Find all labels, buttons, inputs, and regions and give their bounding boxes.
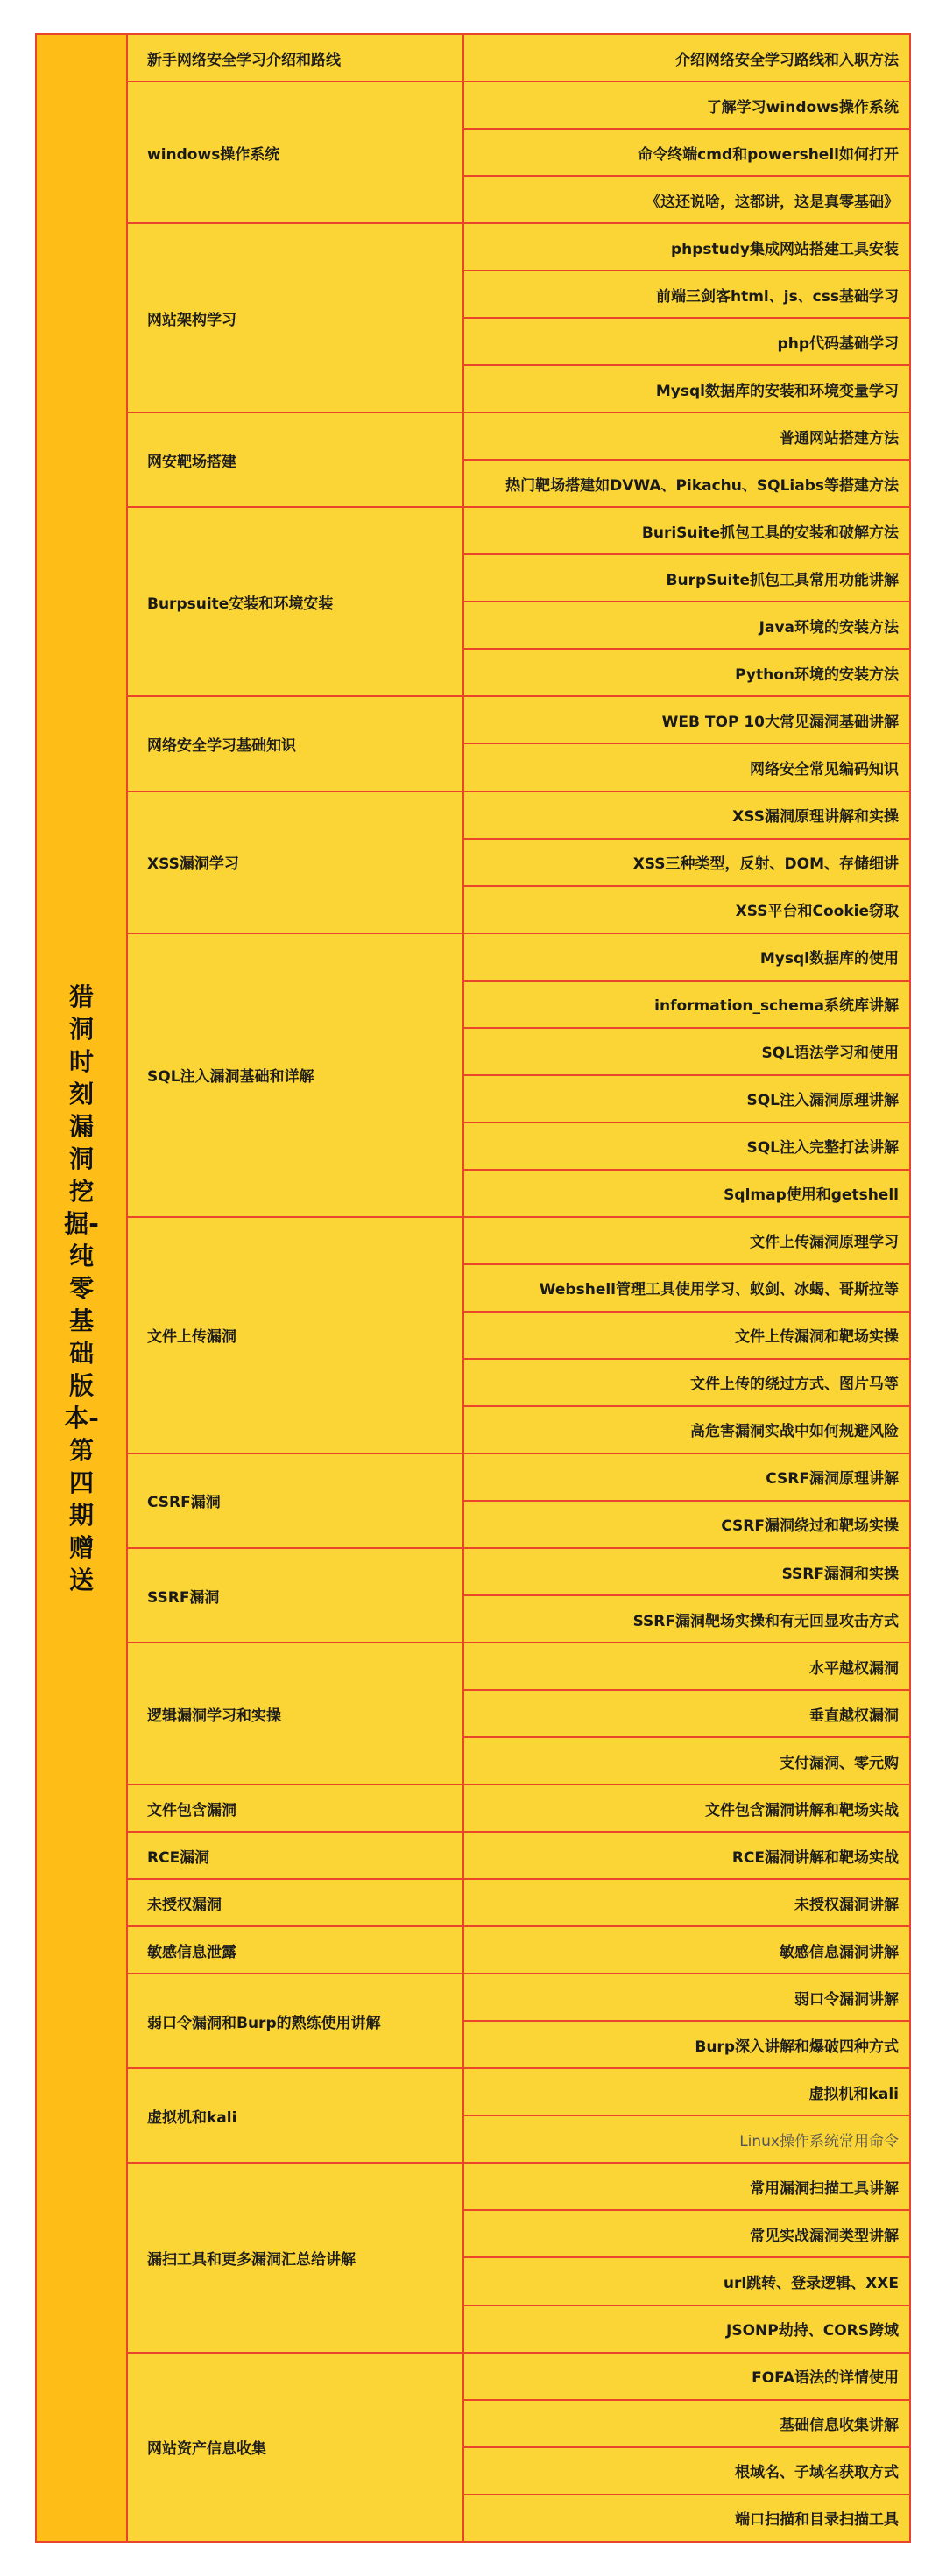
curriculum-table xyxy=(35,33,911,2543)
topic-cell: 常见实战漏洞类型讲解 xyxy=(463,2210,910,2257)
topic-cell: 命令终端cmd和powershell如何打开 xyxy=(463,129,910,176)
table-row xyxy=(36,223,910,271)
topic-cell: 介绍网络安全学习路线和入职方法 xyxy=(463,34,910,81)
topic-cell: 未授权漏洞讲解 xyxy=(463,1879,910,1926)
topic-cell: Webshell管理工具使用学习、蚁剑、冰蝎、哥斯拉等 xyxy=(463,1264,910,1312)
table-row xyxy=(36,1643,910,1690)
topic-cell: 水平越权漏洞 xyxy=(463,1643,910,1690)
topic-cell: XSS漏洞原理讲解和实操 xyxy=(463,792,910,839)
category-cell: SSRF漏洞 xyxy=(127,1548,463,1643)
topic-cell: 基础信息收集讲解 xyxy=(463,2400,910,2447)
table-row xyxy=(36,1974,910,2021)
table-row xyxy=(36,1784,910,1832)
topic-cell: Mysql数据库的安装和环境变量学习 xyxy=(463,365,910,412)
topic-cell: 文件上传漏洞原理学习 xyxy=(463,1217,910,1264)
category-cell: 弱口令漏洞和Burp的熟练使用讲解 xyxy=(127,1974,463,2068)
topic-cell: 常用漏洞扫描工具讲解 xyxy=(463,2163,910,2210)
topic-cell: php代码基础学习 xyxy=(463,318,910,365)
topic-cell: RCE漏洞讲解和靶场实战 xyxy=(463,1832,910,1879)
topic-cell: BurpSuite抓包工具常用功能讲解 xyxy=(463,554,910,602)
table-row xyxy=(36,1548,910,1595)
table-row xyxy=(36,1832,910,1879)
topic-cell: 虚拟机和kali xyxy=(463,2068,910,2115)
topic-cell: Linux操作系统常用命令 xyxy=(463,2115,910,2163)
category-cell: 网站资产信息收集 xyxy=(127,2353,463,2542)
topic-cell: 文件包含漏洞讲解和靶场实战 xyxy=(463,1784,910,1832)
topic-cell: url跳转、登录逻辑、XXE xyxy=(463,2257,910,2305)
table-row xyxy=(36,34,910,81)
table-row xyxy=(36,2353,910,2400)
category-cell: 网络安全学习基础知识 xyxy=(127,696,463,791)
side-title: 猎洞时刻漏洞挖掘-纯零基础版本-第四期赠送 xyxy=(64,982,99,1594)
category-cell: 漏扫工具和更多漏洞汇总给讲解 xyxy=(127,2163,463,2352)
category-cell: 文件上传漏洞 xyxy=(127,1217,463,1453)
table-row xyxy=(36,1453,910,1501)
topic-cell: 前端三剑客html、js、css基础学习 xyxy=(463,271,910,318)
topic-cell: CSRF漏洞原理讲解 xyxy=(463,1453,910,1501)
table-row xyxy=(36,696,910,743)
table-row xyxy=(36,792,910,839)
category-cell: SQL注入漏洞基础和详解 xyxy=(127,933,463,1217)
curriculum-body xyxy=(36,34,910,2542)
topic-cell: phpstudy集成网站搭建工具安装 xyxy=(463,223,910,271)
table-row xyxy=(36,1217,910,1264)
topic-cell: 支付漏洞、零元购 xyxy=(463,1737,910,1784)
topic-cell: 热门靶场搭建如DVWA、Pikachu、SQLiabs等搭建方法 xyxy=(463,460,910,507)
topic-cell: JSONP劫持、CORS跨域 xyxy=(463,2305,910,2353)
topic-cell: XSS三种类型，反射、DOM、存储细讲 xyxy=(463,839,910,886)
table-row xyxy=(36,1879,910,1926)
topic-cell: SSRF漏洞靶场实操和有无回显攻击方式 xyxy=(463,1595,910,1643)
topic-cell: SQL语法学习和使用 xyxy=(463,1028,910,1075)
category-cell: Burpsuite安装和环境安装 xyxy=(127,507,463,696)
topic-cell: BuriSuite抓包工具的安装和破解方法 xyxy=(463,507,910,554)
category-cell: CSRF漏洞 xyxy=(127,1453,463,1548)
category-cell: 文件包含漏洞 xyxy=(127,1784,463,1832)
topic-cell: information_schema系统库讲解 xyxy=(463,981,910,1028)
topic-cell: Mysql数据库的使用 xyxy=(463,933,910,981)
category-cell: 网安靶场搭建 xyxy=(127,412,463,507)
topic-cell: 网络安全常见编码知识 xyxy=(463,743,910,791)
topic-cell: 根域名、子域名获取方式 xyxy=(463,2447,910,2495)
category-cell: 未授权漏洞 xyxy=(127,1879,463,1926)
table-row xyxy=(36,412,910,460)
topic-cell: Burp深入讲解和爆破四种方式 xyxy=(463,2021,910,2068)
category-cell: 网站架构学习 xyxy=(127,223,463,412)
table-row xyxy=(36,81,910,129)
topic-cell: 高危害漏洞实战中如何规避风险 xyxy=(463,1406,910,1453)
category-cell: windows操作系统 xyxy=(127,81,463,223)
topic-cell: SQL注入完整打法讲解 xyxy=(463,1123,910,1170)
topic-cell: 文件上传漏洞和靶场实操 xyxy=(463,1312,910,1359)
topic-cell: 文件上传的绕过方式、图片马等 xyxy=(463,1359,910,1406)
category-cell: XSS漏洞学习 xyxy=(127,792,463,933)
table-row xyxy=(36,507,910,554)
topic-cell: Java环境的安装方法 xyxy=(463,602,910,649)
category-cell: 虚拟机和kali xyxy=(127,2068,463,2163)
topic-cell: 垂直越权漏洞 xyxy=(463,1690,910,1737)
topic-cell: Python环境的安装方法 xyxy=(463,649,910,696)
topic-cell: 《这还说啥，这都讲，这是真零基础》 xyxy=(463,176,910,223)
side-title-cell xyxy=(36,34,127,2542)
topic-cell: FOFA语法的详情使用 xyxy=(463,2353,910,2400)
topic-cell: SQL注入漏洞原理讲解 xyxy=(463,1075,910,1123)
topic-cell: Sqlmap使用和getshell xyxy=(463,1170,910,1217)
topic-cell: 敏感信息漏洞讲解 xyxy=(463,1926,910,1974)
category-cell: 新手网络安全学习介绍和路线 xyxy=(127,34,463,81)
topic-cell: SSRF漏洞和实操 xyxy=(463,1548,910,1595)
topic-cell: CSRF漏洞绕过和靶场实操 xyxy=(463,1501,910,1548)
topic-cell: 了解学习windows操作系统 xyxy=(463,81,910,129)
topic-cell: WEB TOP 10大常见漏洞基础讲解 xyxy=(463,696,910,743)
topic-cell: 端口扫描和目录扫描工具 xyxy=(463,2495,910,2542)
category-cell: RCE漏洞 xyxy=(127,1832,463,1879)
topic-cell: XSS平台和Cookie窃取 xyxy=(463,886,910,933)
table-row xyxy=(36,2068,910,2115)
topic-cell: 普通网站搭建方法 xyxy=(463,412,910,460)
table-row xyxy=(36,2163,910,2210)
table-row xyxy=(36,1926,910,1974)
table-row xyxy=(36,933,910,981)
category-cell: 敏感信息泄露 xyxy=(127,1926,463,1974)
topic-cell: 弱口令漏洞讲解 xyxy=(463,1974,910,2021)
category-cell: 逻辑漏洞学习和实操 xyxy=(127,1643,463,1784)
